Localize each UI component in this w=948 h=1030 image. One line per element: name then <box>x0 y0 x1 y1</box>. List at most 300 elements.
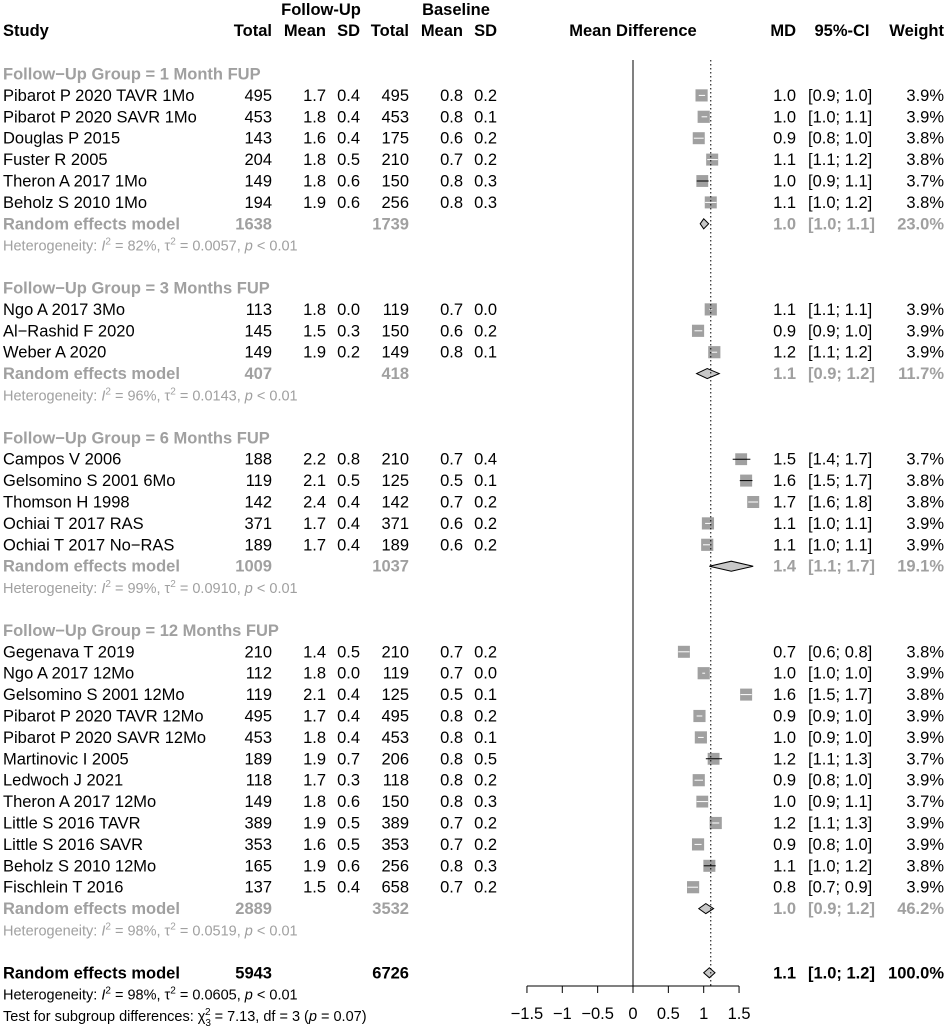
group-3-study-4-fu-sd: 0.4 <box>337 514 360 533</box>
group-4-study-2-fu-total: 112 <box>245 664 272 683</box>
group-1-study-6-ci: [1.0; 1.2] <box>808 193 873 212</box>
group-1-study-6-fu-sd: 0.6 <box>337 193 360 212</box>
group-1-study-6-fu-mean: 1.9 <box>303 193 326 212</box>
overall-fu-total: 5943 <box>235 964 272 983</box>
group-2-study-2-fu-sd: 0.3 <box>337 322 360 341</box>
group-3-study-4-ci: [1.0; 1.1] <box>808 514 873 533</box>
group-1-summary-weight: 23.0% <box>897 215 944 234</box>
group-3-study-1-fu-total: 188 <box>244 450 272 469</box>
group-1-summary-bl-total: 1739 <box>372 215 409 234</box>
group-2-summary-md: 1.1 <box>773 365 796 384</box>
group-4-study-5-bl-sd: 0.1 <box>474 728 497 747</box>
overall-weight: 100.0% <box>888 964 944 983</box>
group-3-study-5-fu-total: 189 <box>244 536 272 555</box>
group-4-study-8-weight: 3.7% <box>906 793 944 812</box>
group-2-study-1-name: Ngo A 2017 3Mo <box>3 300 126 319</box>
group-4-study-4-fu-sd: 0.4 <box>337 707 360 726</box>
group-3-study-5-fu-mean: 1.7 <box>303 536 326 555</box>
group-3-summary-label: Random effects model <box>3 557 180 576</box>
group-1-summary-diamond <box>700 219 708 229</box>
header-md: MD <box>770 22 796 40</box>
group-1-study-1-bl-total: 495 <box>381 86 409 105</box>
group-1-study-6-name: Beholz S 2010 1Mo <box>3 193 148 212</box>
group-4-study-7-weight: 3.9% <box>906 771 944 790</box>
group-1-study-3-md: 0.9 <box>773 129 796 148</box>
header-weight: Weight <box>889 22 944 40</box>
group-1-study-6-md: 1.1 <box>773 193 796 212</box>
header-baseline: Baseline <box>422 1 490 19</box>
group-3-study-2-bl-total: 125 <box>381 472 409 491</box>
group-1-study-4-weight: 3.8% <box>906 151 944 170</box>
group-4-study-4-weight: 3.9% <box>906 707 944 726</box>
group-1-study-4-fu-total: 204 <box>244 151 272 170</box>
group-3-study-1-name: Campos V 2006 <box>3 450 122 469</box>
group-3-study-1-bl-total: 210 <box>381 450 409 469</box>
group-1-study-3-bl-total: 175 <box>381 129 409 148</box>
group-4-study-5-md: 1.0 <box>773 728 796 747</box>
header-bl-sd: SD <box>474 22 497 40</box>
group-4-study-12-fu-mean: 1.5 <box>303 878 326 897</box>
group-4-study-11-bl-mean: 0.8 <box>440 857 463 876</box>
group-3-study-1-bl-sd: 0.4 <box>474 450 497 469</box>
group-1-study-2-fu-sd: 0.4 <box>337 108 360 127</box>
group-4-study-1-ci: [0.6; 0.8] <box>808 643 873 662</box>
group-4-study-2-name: Ngo A 2017 12Mo <box>3 664 135 683</box>
group-4-study-6-fu-mean: 1.9 <box>303 750 326 769</box>
group-1-study-2-ci: [1.0; 1.1] <box>808 108 873 127</box>
group-1-summary-md: 1.0 <box>773 215 796 234</box>
group-4-study-5-fu-mean: 1.8 <box>303 728 326 747</box>
x-tick-label-6: 1 <box>699 1005 709 1023</box>
group-4-study-4-md: 0.9 <box>773 707 796 726</box>
group-4-study-10-bl-mean: 0.7 <box>440 835 463 854</box>
group-1-summary-fu-total: 1638 <box>235 215 272 234</box>
group-2-study-1-bl-mean: 0.7 <box>440 300 463 319</box>
group-1-study-1-bl-mean: 0.8 <box>440 86 463 105</box>
group-3-summary-bl-total: 1037 <box>372 557 409 576</box>
group-3-study-1-bl-mean: 0.7 <box>440 450 463 469</box>
group-3-study-2-bl-sd: 0.1 <box>474 472 497 491</box>
group-3-summary-weight: 19.1% <box>897 557 944 576</box>
group-1-study-2-bl-total: 453 <box>381 108 409 127</box>
group-1-study-6-bl-total: 256 <box>381 193 409 212</box>
group-2-summary-label: Random effects model <box>3 365 180 384</box>
group-2-study-3-weight: 3.9% <box>906 343 944 362</box>
group-4-study-4-name: Pibarot P 2020 TAVR 12Mo <box>3 707 204 726</box>
group-4-study-11-ci: [1.0; 1.2] <box>808 857 873 876</box>
group-1-summary-label: Random effects model <box>3 215 180 234</box>
group-4-study-9-name: Little S 2016 TAVR <box>3 814 141 833</box>
group-1-study-1-md: 1.0 <box>773 86 796 105</box>
group-1-study-5-fu-total: 149 <box>244 172 272 191</box>
group-4-study-9-bl-mean: 0.7 <box>440 814 463 833</box>
group-4-study-9-bl-total: 389 <box>381 814 409 833</box>
group-1-study-1-ci: [0.9; 1.0] <box>808 86 873 105</box>
group-1-study-2-fu-total: 453 <box>244 108 272 127</box>
group-2-heterogeneity: Heterogeneity: $I^2 = 96\%$, $\tau^2 = 0.0143$, p < 0.01 <box>3 386 298 405</box>
group-4-study-2-ci: [1.0; 1.0] <box>808 664 873 683</box>
group-3-study-4-bl-total: 371 <box>381 514 409 533</box>
group-3-study-3-bl-mean: 0.7 <box>440 493 463 512</box>
group-4-study-1-bl-mean: 0.7 <box>440 643 463 662</box>
group-4-study-6-ci: [1.1; 1.3] <box>808 750 873 769</box>
group-4-study-5-fu-total: 453 <box>244 728 272 747</box>
group-3-study-3-ci: [1.6; 1.8] <box>808 493 873 512</box>
overall-ci: [1.0; 1.2] <box>808 964 875 983</box>
group-1-study-2-bl-sd: 0.1 <box>474 108 497 127</box>
group-4-study-9-fu-total: 389 <box>244 814 272 833</box>
group-2-study-2-md: 0.9 <box>773 322 796 341</box>
group-4-study-7-bl-total: 118 <box>382 771 409 790</box>
group-4-study-4-bl-total: 495 <box>381 707 409 726</box>
group-4-study-2-bl-sd: 0.0 <box>474 664 497 683</box>
group-1-study-3-fu-mean: 1.6 <box>303 129 326 148</box>
group-1-study-5-bl-mean: 0.8 <box>440 172 463 191</box>
header-bl-mean: Mean <box>420 22 463 40</box>
group-2-study-1-fu-sd: 0.0 <box>337 300 360 319</box>
group-2-study-3-bl-mean: 0.8 <box>440 343 463 362</box>
group-3-study-2-fu-total: 119 <box>245 472 272 491</box>
group-4-study-1-md: 0.7 <box>773 643 796 662</box>
group-4-study-2-fu-mean: 1.8 <box>303 664 326 683</box>
group-4-study-10-name: Little S 2016 SAVR <box>3 835 144 854</box>
group-4-study-4-fu-mean: 1.7 <box>303 707 326 726</box>
group-1-study-4-ci: [1.1; 1.2] <box>808 151 873 170</box>
group-3-study-3-bl-total: 142 <box>381 493 409 512</box>
header-mean-difference: Mean Difference <box>569 22 697 40</box>
group-3-study-3-fu-sd: 0.4 <box>337 493 360 512</box>
group-4-study-5-fu-sd: 0.4 <box>337 728 360 747</box>
group-3-study-2-weight: 3.8% <box>906 472 944 491</box>
group-4-study-12-fu-sd: 0.4 <box>337 878 360 897</box>
group-4-study-6-fu-sd: 0.7 <box>337 750 360 769</box>
group-1-study-5-bl-sd: 0.3 <box>474 172 497 191</box>
group-4-study-7-md: 0.9 <box>773 771 796 790</box>
group-2-study-3-md: 1.2 <box>773 343 796 362</box>
x-tick-label-7: 1.5 <box>727 1005 751 1023</box>
group-4-label: Follow−Up Group = 12 Months FUP <box>3 621 279 640</box>
group-4-study-8-fu-sd: 0.6 <box>337 793 360 812</box>
group-4-study-6-name: Martinovic I 2005 <box>3 750 129 769</box>
group-2-study-1-md: 1.1 <box>773 300 796 319</box>
group-4-study-11-weight: 3.8% <box>906 857 944 876</box>
group-3-study-2-fu-sd: 0.5 <box>337 472 360 491</box>
group-4-study-8-fu-mean: 1.8 <box>303 793 326 812</box>
group-3-study-5-bl-sd: 0.2 <box>474 536 497 555</box>
group-1-study-5-weight: 3.7% <box>906 172 944 191</box>
group-4-study-9-ci: [1.1; 1.3] <box>808 814 873 833</box>
group-2-study-1-fu-mean: 1.8 <box>303 300 326 319</box>
group-3-study-5-fu-sd: 0.4 <box>337 536 360 555</box>
group-1-study-4-fu-mean: 1.8 <box>303 151 326 170</box>
group-4-study-7-name: Ledwoch J 2021 <box>3 771 124 790</box>
group-4-study-2-fu-sd: 0.0 <box>337 664 360 683</box>
group-4-study-12-md: 0.8 <box>773 878 796 897</box>
x-tick-label-3: −0.5 <box>581 1005 614 1023</box>
group-3-study-1-fu-mean: 2.2 <box>303 450 326 469</box>
group-4-study-1-name: Gegenava T 2019 <box>3 643 135 662</box>
group-2-study-2-ci: [0.9; 1.0] <box>808 322 873 341</box>
group-1-study-5-fu-sd: 0.6 <box>337 172 360 191</box>
group-4-study-8-name: Theron A 2017 12Mo <box>3 793 157 812</box>
group-4-study-3-name: Gelsomino S 2001 12Mo <box>3 686 185 705</box>
group-4-summary-md: 1.0 <box>773 900 796 919</box>
group-4-study-4-ci: [0.9; 1.0] <box>808 707 873 726</box>
group-4-study-11-fu-mean: 1.9 <box>303 857 326 876</box>
group-4-summary-weight: 46.2% <box>897 900 944 919</box>
overall-bl-total: 6726 <box>372 964 409 983</box>
group-4-study-12-weight: 3.9% <box>906 878 944 897</box>
group-4-study-7-bl-sd: 0.2 <box>474 771 497 790</box>
group-2-study-2-bl-mean: 0.6 <box>440 322 463 341</box>
group-4-study-3-bl-total: 125 <box>381 686 409 705</box>
header-fu-sd: SD <box>337 22 360 40</box>
column-headers <box>3 1 944 40</box>
group-4-study-10-fu-total: 353 <box>244 835 272 854</box>
header-fu-mean: Mean <box>283 22 326 40</box>
group-2-study-1-ci: [1.1; 1.1] <box>808 300 873 319</box>
group-2-study-1-bl-sd: 0.0 <box>474 300 497 319</box>
group-4-study-3-weight: 3.8% <box>906 686 944 705</box>
group-2-study-3-fu-sd: 0.2 <box>337 343 360 362</box>
group-1-study-3-bl-sd: 0.2 <box>474 129 497 148</box>
group-3-study-4-fu-total: 371 <box>244 514 272 533</box>
group-2-study-2-bl-total: 150 <box>381 322 409 341</box>
group-4-study-12-bl-mean: 0.7 <box>440 878 463 897</box>
group-4-study-8-ci: [0.9; 1.1] <box>808 793 873 812</box>
group-3-study-5-bl-total: 189 <box>381 536 409 555</box>
group-3-study-5-md: 1.1 <box>773 536 796 555</box>
x-tick-label-5: 0.5 <box>656 1005 680 1023</box>
group-4-study-5-weight: 3.9% <box>906 728 944 747</box>
group-4-study-5-name: Pibarot P 2020 SAVR 12Mo <box>3 728 207 747</box>
group-2-study-3-name: Weber A 2020 <box>3 343 107 362</box>
group-3-label: Follow−Up Group = 6 Months FUP <box>3 429 270 448</box>
group-3-study-1-fu-sd: 0.8 <box>337 450 360 469</box>
group-3-heterogeneity: Heterogeneity: $I^2 = 99\%$, $\tau^2 = 0.0910$, p < 0.01 <box>3 579 298 598</box>
group-4-study-11-fu-total: 165 <box>244 857 272 876</box>
group-4-study-7-fu-sd: 0.3 <box>337 771 360 790</box>
group-1-study-2-name: Pibarot P 2020 SAVR 1Mo <box>3 108 197 127</box>
header-bl-total: Total <box>370 22 409 40</box>
x-tick-label-2: −1 <box>552 1005 572 1023</box>
group-3-study-3-name: Thomson H 1998 <box>3 493 130 512</box>
group-3-study-5-ci: [1.0; 1.1] <box>808 536 873 555</box>
header-study: Study <box>3 22 49 40</box>
group-3-study-4-fu-mean: 1.7 <box>303 514 326 533</box>
group-4-study-1-fu-mean: 1.4 <box>303 643 326 662</box>
group-2-summary-diamond <box>697 369 720 379</box>
group-4-study-12-ci: [0.7; 0.9] <box>808 878 873 897</box>
group-1-study-3-fu-total: 143 <box>244 129 272 148</box>
group-2-study-1-fu-total: 113 <box>245 300 272 319</box>
group-1-label: Follow−Up Group = 1 Month FUP <box>3 65 261 84</box>
group-2-study-2-name: Al−Rashid F 2020 <box>3 322 135 341</box>
group-4-study-7-ci: [0.8; 1.0] <box>808 771 873 790</box>
group-4-summary-ci: [0.9; 1.2] <box>808 900 875 919</box>
group-1-study-5-fu-mean: 1.8 <box>303 172 326 191</box>
group-1-study-3-ci: [0.8; 1.0] <box>808 129 873 148</box>
group-2-study-1-bl-total: 119 <box>382 300 409 319</box>
group-4-study-5-ci: [0.9; 1.0] <box>808 728 873 747</box>
overall-diamond <box>704 968 715 978</box>
group-4-study-6-bl-mean: 0.8 <box>440 750 463 769</box>
group-1-study-4-bl-total: 210 <box>381 151 409 170</box>
group-4-study-10-md: 0.9 <box>773 835 796 854</box>
group-4-study-12-bl-sd: 0.2 <box>474 878 497 897</box>
group-4-heterogeneity: Heterogeneity: $I^2 = 98\%$, $\tau^2 = 0.0519$, p < 0.01 <box>3 921 298 940</box>
group-4-study-5-bl-total: 453 <box>381 728 409 747</box>
group-3-study-4-weight: 3.9% <box>906 514 944 533</box>
group-1-study-6-weight: 3.8% <box>906 193 944 212</box>
group-3-study-3-md: 1.7 <box>773 493 796 512</box>
header-ci: 95%-CI <box>814 22 870 40</box>
group-3-study-4-md: 1.1 <box>773 514 796 533</box>
header-follow-up: Follow-Up <box>281 1 361 19</box>
group-4-study-3-fu-mean: 2.1 <box>303 686 326 705</box>
group-2-label: Follow−Up Group = 3 Months FUP <box>3 279 270 298</box>
group-4-study-6-md: 1.2 <box>773 750 796 769</box>
group-4-study-12-bl-total: 658 <box>381 878 409 897</box>
group-3-study-4-name: Ochiai T 2017 RAS <box>3 514 144 533</box>
group-3-summary-ci: [1.1; 1.7] <box>808 557 875 576</box>
overall-heterogeneity: Heterogeneity: $I^2 = 98\%$, $\tau^2 = 0.0605$, p < 0.01 <box>3 985 298 1004</box>
group-1-study-5-name: Theron A 2017 1Mo <box>3 172 148 191</box>
group-4-study-11-md: 1.1 <box>773 857 796 876</box>
group-1-study-2-fu-mean: 1.8 <box>303 108 326 127</box>
group-2-study-3-fu-total: 149 <box>244 343 272 362</box>
group-3-summary-diamond <box>709 561 753 571</box>
group-1-study-6-bl-mean: 0.8 <box>440 193 463 212</box>
group-1-study-6-fu-total: 194 <box>244 193 272 212</box>
group-3-study-2-bl-mean: 0.5 <box>440 472 463 491</box>
group-4-study-10-fu-sd: 0.5 <box>337 835 360 854</box>
group-4-study-12-fu-total: 137 <box>244 878 272 897</box>
group-4-study-4-bl-mean: 0.8 <box>440 707 463 726</box>
group-4-study-11-bl-sd: 0.3 <box>474 857 497 876</box>
group-4-study-2-weight: 3.9% <box>906 664 944 683</box>
group-4-study-3-fu-total: 119 <box>245 686 272 705</box>
group-1-study-1-fu-mean: 1.7 <box>303 86 326 105</box>
x-tick-label-1: −1.5 <box>510 1005 544 1023</box>
group-4-study-6-weight: 3.7% <box>906 750 944 769</box>
group-1-study-4-md: 1.1 <box>773 151 796 170</box>
group-4-study-4-bl-sd: 0.2 <box>474 707 497 726</box>
group-4-summary-label: Random effects model <box>3 900 180 919</box>
group-4-study-6-bl-total: 206 <box>381 750 409 769</box>
group-4-study-2-bl-total: 119 <box>382 664 409 683</box>
group-1-study-1-fu-sd: 0.4 <box>337 86 360 105</box>
group-4-study-3-fu-sd: 0.4 <box>337 686 360 705</box>
group-3-study-3-weight: 3.8% <box>906 493 944 512</box>
group-4-study-3-bl-mean: 0.5 <box>440 686 463 705</box>
group-1-study-1-fu-total: 495 <box>244 86 272 105</box>
group-2-study-2-fu-mean: 1.5 <box>303 322 326 341</box>
overall-md: 1.1 <box>773 964 796 983</box>
group-2-study-3-bl-total: 149 <box>381 343 409 362</box>
group-4-summary-bl-total: 3532 <box>372 900 409 919</box>
group-4-study-5-bl-mean: 0.8 <box>440 728 463 747</box>
group-3-summary-fu-total: 1009 <box>235 557 272 576</box>
group-1-study-3-bl-mean: 0.6 <box>440 129 463 148</box>
group-4-study-2-md: 1.0 <box>773 664 796 683</box>
group-4-study-12-name: Fischlein T 2016 <box>3 878 124 897</box>
group-4-study-1-fu-total: 210 <box>244 643 272 662</box>
group-1-study-1-name: Pibarot P 2020 TAVR 1Mo <box>3 86 195 105</box>
subgroup-test: Test for subgroup differences: $\chi_32 = 7.13$, df = 3 (p = 0.07) <box>3 1007 367 1030</box>
group-1-study-2-weight: 3.9% <box>906 108 944 127</box>
group-3-study-2-name: Gelsomino S 2001 6Mo <box>3 472 176 491</box>
group-1-study-1-weight: 3.9% <box>906 86 944 105</box>
group-4-study-10-ci: [0.8; 1.0] <box>808 835 873 854</box>
group-4-study-9-fu-sd: 0.5 <box>337 814 360 833</box>
group-3-study-2-ci: [1.5; 1.7] <box>808 472 873 491</box>
group-2-study-2-fu-total: 145 <box>244 322 272 341</box>
group-1-study-3-fu-sd: 0.4 <box>337 129 360 148</box>
group-4-study-7-fu-total: 118 <box>245 771 272 790</box>
group-2-study-3-bl-sd: 0.1 <box>474 343 497 362</box>
group-1-study-2-md: 1.0 <box>773 108 796 127</box>
group-2-summary-bl-total: 418 <box>381 365 409 384</box>
group-3-study-1-md: 1.5 <box>773 450 796 469</box>
group-4-study-3-bl-sd: 0.1 <box>474 686 497 705</box>
group-1-summary-ci: [1.0; 1.1] <box>808 215 875 234</box>
group-1-study-6-bl-sd: 0.3 <box>474 193 497 212</box>
group-4-summary-diamond <box>699 904 714 914</box>
group-3-study-1-ci: [1.4; 1.7] <box>808 450 873 469</box>
group-3-summary-md: 1.4 <box>773 557 796 576</box>
group-2-summary-fu-total: 407 <box>244 365 272 384</box>
group-1-study-1-bl-sd: 0.2 <box>474 86 497 105</box>
group-1-study-5-ci: [0.9; 1.1] <box>808 172 873 191</box>
group-1-study-3-name: Douglas P 2015 <box>3 129 121 148</box>
group-4-study-8-bl-sd: 0.3 <box>474 793 497 812</box>
forest-rows <box>3 60 944 1029</box>
group-3-study-4-bl-mean: 0.6 <box>440 514 463 533</box>
group-3-study-3-fu-total: 142 <box>244 493 272 512</box>
group-2-summary-ci: [0.9; 1.2] <box>808 365 875 384</box>
group-4-study-8-fu-total: 149 <box>244 793 272 812</box>
group-4-study-11-fu-sd: 0.6 <box>337 857 360 876</box>
group-2-study-1-weight: 3.9% <box>906 300 944 319</box>
group-2-study-2-weight: 3.9% <box>906 322 944 341</box>
group-1-heterogeneity: Heterogeneity: $I^2 = 82\%$, $\tau^2 = 0.0057$, p < 0.01 <box>3 236 298 255</box>
group-4-study-2-bl-mean: 0.7 <box>440 664 463 683</box>
group-1-study-4-bl-mean: 0.7 <box>440 151 463 170</box>
group-4-study-1-bl-sd: 0.2 <box>474 643 497 662</box>
group-4-study-8-md: 1.0 <box>773 793 796 812</box>
group-3-study-4-bl-sd: 0.2 <box>474 514 497 533</box>
overall-label: Random effects model <box>3 964 180 983</box>
group-4-study-9-md: 1.2 <box>773 814 796 833</box>
group-4-study-3-md: 1.6 <box>773 686 796 705</box>
group-4-study-1-fu-sd: 0.5 <box>337 643 360 662</box>
group-3-study-3-fu-mean: 2.4 <box>303 493 326 512</box>
group-1-study-4-bl-sd: 0.2 <box>474 151 497 170</box>
group-1-study-3-weight: 3.8% <box>906 129 944 148</box>
group-3-study-5-weight: 3.9% <box>906 536 944 555</box>
group-4-study-9-fu-mean: 1.9 <box>303 814 326 833</box>
group-3-study-3-bl-sd: 0.2 <box>474 493 497 512</box>
group-4-study-3-ci: [1.5; 1.7] <box>808 686 873 705</box>
group-1-study-2-bl-mean: 0.8 <box>440 108 463 127</box>
group-3-study-2-md: 1.6 <box>773 472 796 491</box>
group-4-summary-fu-total: 2889 <box>235 900 272 919</box>
group-2-study-3-fu-mean: 1.9 <box>303 343 326 362</box>
group-4-study-10-bl-sd: 0.2 <box>474 835 497 854</box>
group-1-study-4-fu-sd: 0.5 <box>337 151 360 170</box>
group-4-study-1-bl-total: 210 <box>381 643 409 662</box>
